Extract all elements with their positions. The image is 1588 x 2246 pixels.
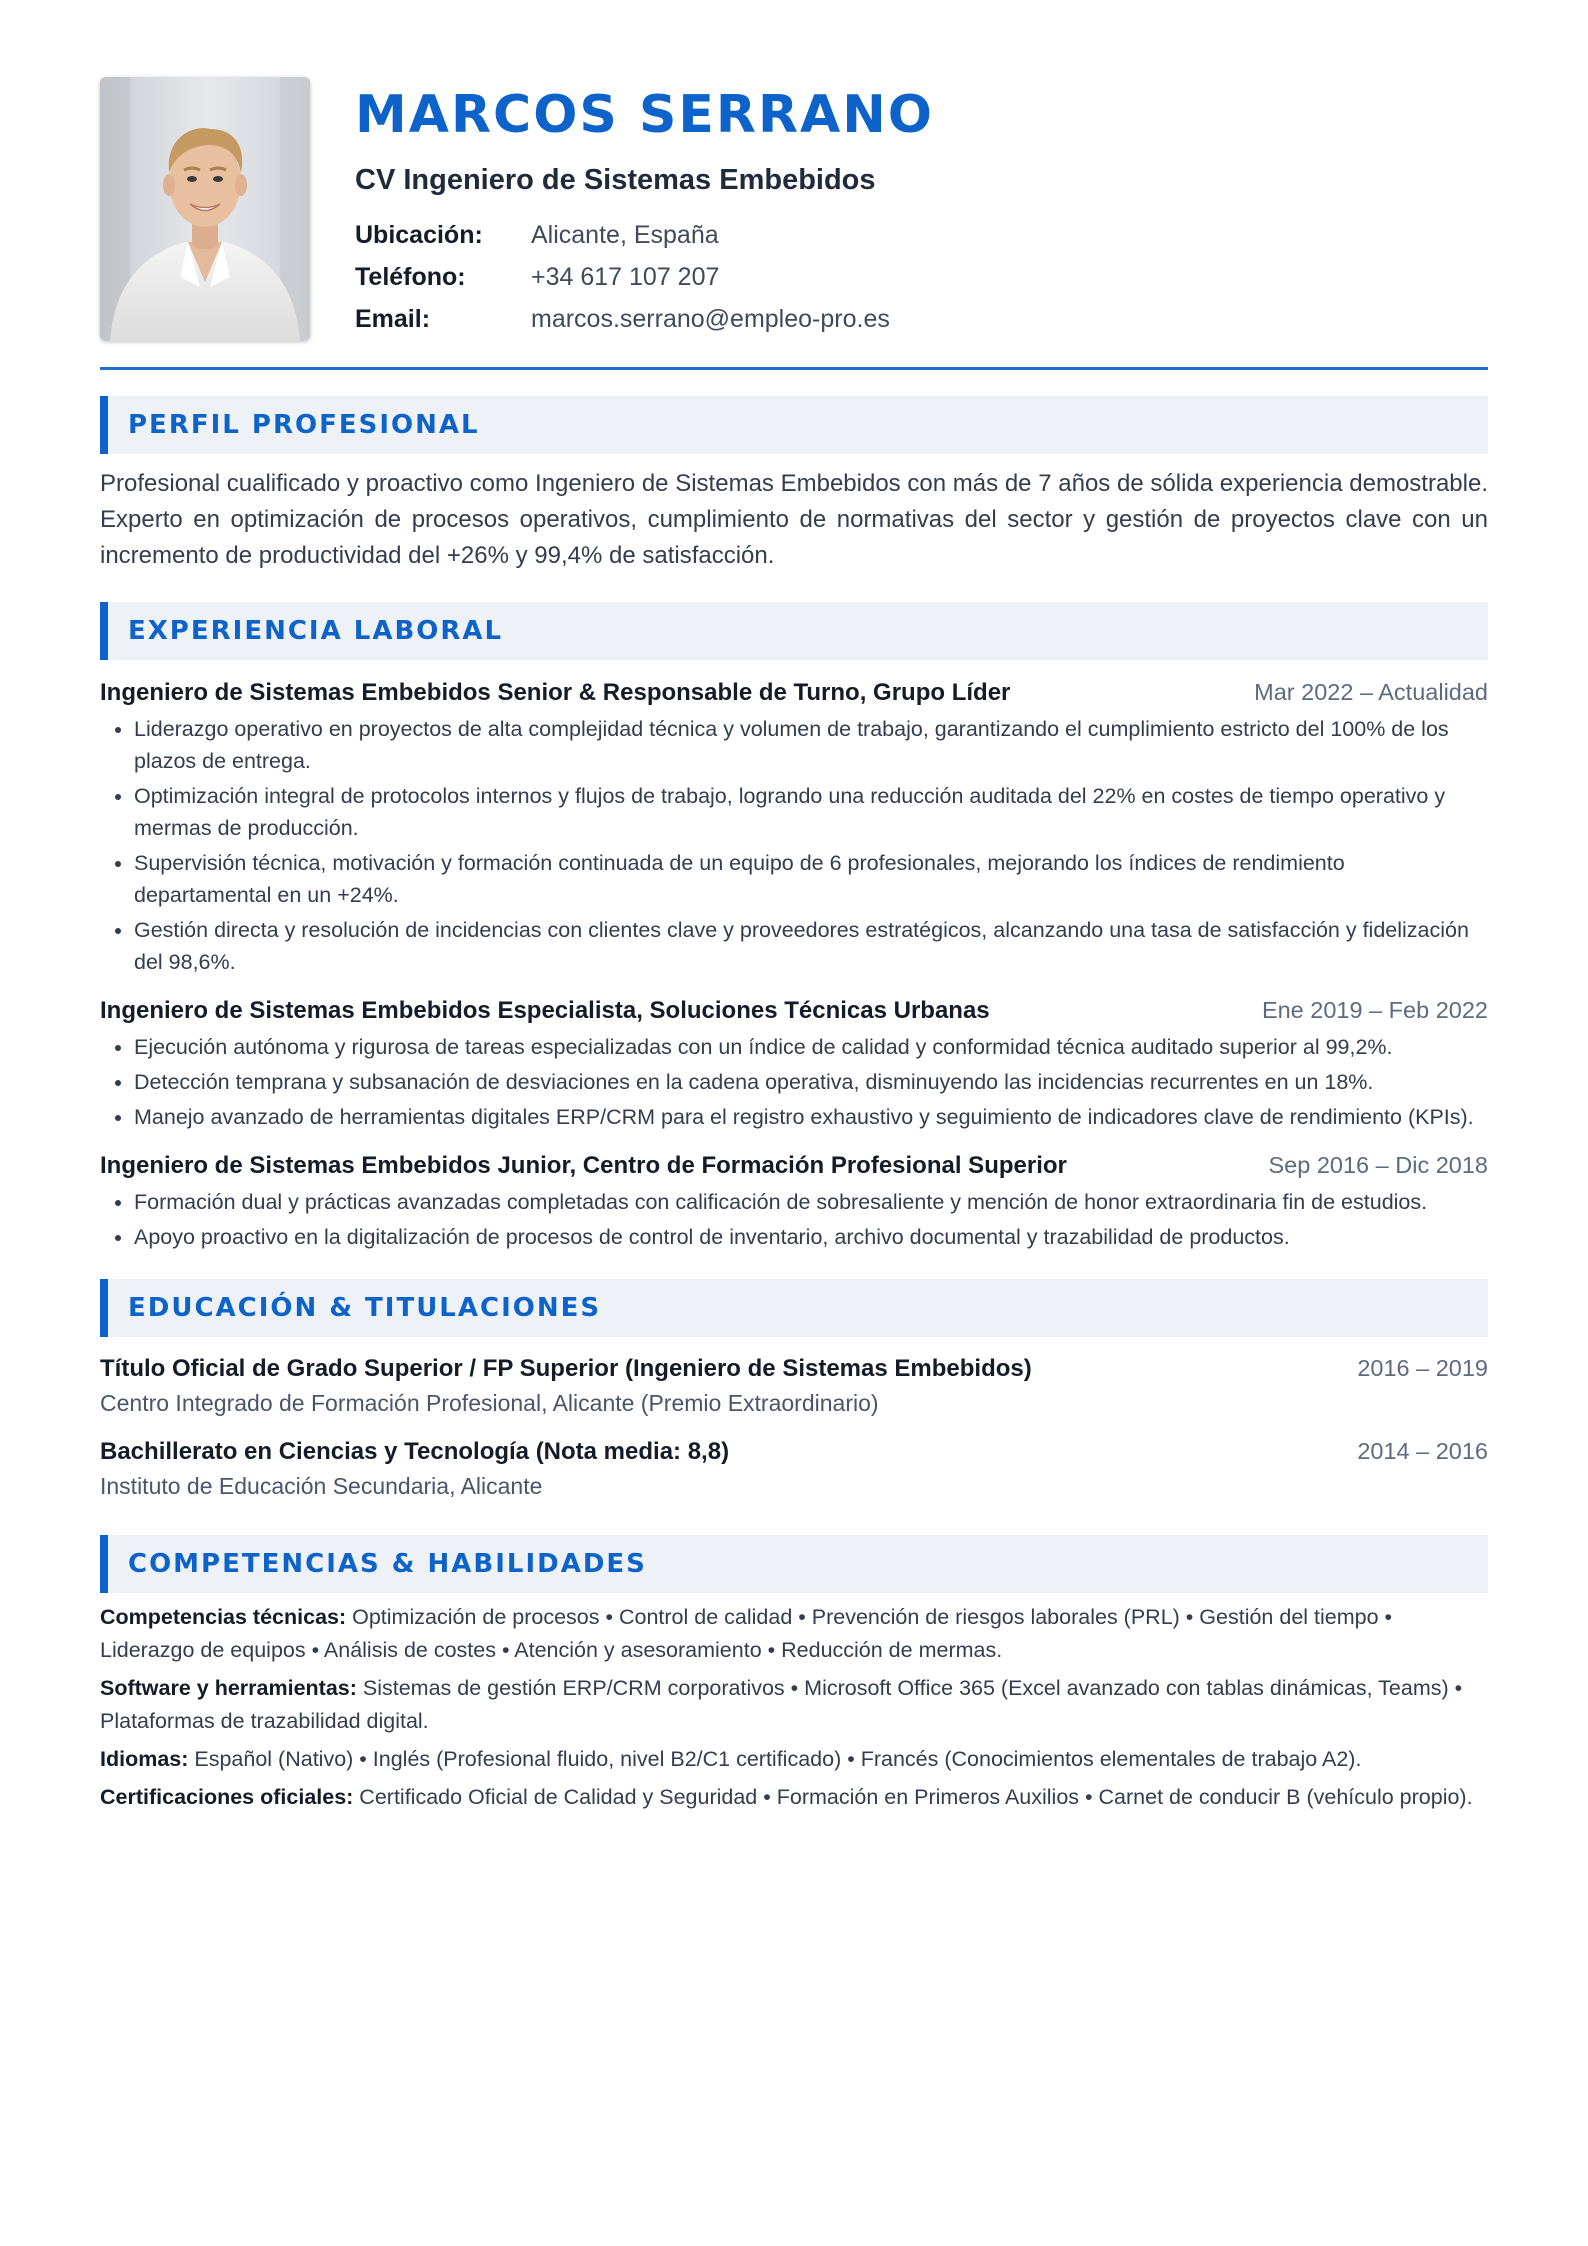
job-bullets bbox=[100, 1186, 1488, 1253]
education-title: Título Oficial de Grado Superior / FP Superior (Ingeniero de Sistemas Embebidos) bbox=[100, 1355, 1032, 1382]
skill-item bbox=[100, 1781, 1488, 1814]
profile-photo bbox=[100, 77, 310, 341]
education-title: Bachillerato en Ciencias y Tecnología (Nota media: 8,8) bbox=[100, 1438, 730, 1465]
job-bullet: • Gestión directa y resolución de incidencias con clientes clave y proveedores estratégicos, alcanzando una tasa de satisfacción y fidelización del 98,6%. bbox=[134, 914, 1488, 978]
job-header bbox=[100, 674, 1488, 711]
job-bullet: • Optimización integral de protocolos internos y flujos de trabajo, logrando una reducción auditada del 22% en costes de tiempo operativo y mermas de producción. bbox=[134, 780, 1488, 844]
job-title: Ingeniero de Sistemas Embebidos Junior, Centro de Formación Profesional Superior bbox=[100, 1152, 1067, 1179]
job-bullet: • Formación dual y prácticas avanzadas completadas con calificación de sobresaliente y mención de honor extraordinaria fin de estudios. bbox=[134, 1186, 1488, 1218]
education-header bbox=[100, 1351, 1488, 1386]
contact-label: Teléfono: bbox=[355, 263, 466, 291]
job-entry bbox=[100, 1147, 1488, 1253]
candidate-name: MARCOS SERRANO bbox=[355, 85, 934, 145]
section-header bbox=[100, 396, 1488, 454]
skill-label: Software y herramientas: bbox=[100, 1676, 357, 1700]
job-date: Mar 2022 – Actualidad bbox=[1254, 679, 1488, 705]
skill-label: Competencias técnicas: bbox=[100, 1605, 347, 1629]
job-title: Ingeniero de Sistemas Embebidos Especialista, Soluciones Técnicas Urbanas bbox=[100, 997, 990, 1024]
education-date: 2014 – 2016 bbox=[1357, 1438, 1488, 1464]
skill-text: Sistemas de gestión ERP/CRM corporativos • Microsoft Office 365 (Excel avanzado con tablas dinámicas, Teams) • Plataformas de trazabilidad digital. bbox=[100, 1676, 1463, 1733]
job-bullets bbox=[100, 1031, 1488, 1133]
email-value: marcos.serrano@empleo-pro.es bbox=[531, 305, 890, 333]
skill-text: Español (Nativo) • Inglés (Profesional fluido, nivel B2/C1 certificado) • Francés (Conocimientos elementales de trabajo A2). bbox=[188, 1747, 1362, 1771]
skills-section bbox=[100, 1535, 1488, 1814]
job-entry bbox=[100, 992, 1488, 1133]
portrait-image bbox=[100, 77, 310, 341]
skill-label: Certificaciones oficiales: bbox=[100, 1785, 354, 1809]
experience-section bbox=[100, 602, 1488, 1253]
job-bullets bbox=[100, 713, 1488, 978]
section-header bbox=[100, 1279, 1488, 1337]
skills-list bbox=[100, 1601, 1488, 1814]
skill-item bbox=[100, 1601, 1488, 1667]
section-header bbox=[100, 1535, 1488, 1593]
job-date: Sep 2016 – Dic 2018 bbox=[1268, 1152, 1488, 1178]
skill-item bbox=[100, 1672, 1488, 1738]
section-title: COMPETENCIAS & HABILIDADES bbox=[128, 1549, 647, 1579]
job-entry bbox=[100, 674, 1488, 978]
job-bullet: • Manejo avanzado de herramientas digitales ERP/CRM para el registro exhaustivo y seguimiento de indicadores clave de rendimiento (KPIs). bbox=[134, 1101, 1488, 1133]
education-header bbox=[100, 1434, 1488, 1469]
education-institution: Instituto de Educación Secundaria, Alicante bbox=[100, 1473, 543, 1499]
contact-email bbox=[355, 298, 1488, 340]
job-bullet: • Apoyo proactivo en la digitalización de procesos de control de inventario, archivo documental y trazabilidad de productos. bbox=[134, 1221, 1488, 1253]
profile-text: Profesional cualificado y proactivo como Ingeniero de Sistemas Embebidos con más de 7 años de sólida experiencia demostrable. Experto en optimización de procesos operativos, cumplimiento de normativas del sector y gestión de proyectos clave con un incremento de productividad del +26% y 99,4% de satisfacción. bbox=[100, 470, 1488, 569]
job-bullet: • Detección temprana y subsanación de desviaciones en la cadena operativa, disminuyendo las incidencias recurrentes en un 18%. bbox=[134, 1066, 1488, 1098]
job-bullet: • Ejecución autónoma y rigurosa de tareas especializadas con un índice de calidad y conformidad técnica auditado superior al 99,2%. bbox=[134, 1031, 1488, 1063]
education-date: 2016 – 2019 bbox=[1357, 1355, 1488, 1381]
education-entry bbox=[100, 1351, 1488, 1420]
phone-value: +34 617 107 207 bbox=[531, 263, 720, 291]
contact-phone bbox=[355, 256, 1488, 298]
job-bullet: • Supervisión técnica, motivación y formación continuada de un equipo de 6 profesionales, mejorando los índices de rendimiento departamental en un +24%. bbox=[134, 847, 1488, 911]
header-info bbox=[355, 80, 1488, 340]
job-header bbox=[100, 992, 1488, 1029]
job-date: Ene 2019 – Feb 2022 bbox=[1261, 997, 1488, 1023]
section-title: EXPERIENCIA LABORAL bbox=[128, 616, 504, 646]
resume-header bbox=[100, 0, 1488, 370]
skill-label: Idiomas: bbox=[100, 1747, 189, 1771]
contact-label: Email: bbox=[355, 305, 431, 333]
contact-location bbox=[355, 214, 1488, 256]
contact-details bbox=[355, 214, 1488, 340]
education-section bbox=[100, 1279, 1488, 1503]
location-value: Alicante, España bbox=[531, 221, 719, 249]
skill-text: Optimización de procesos • Control de calidad • Prevención de riesgos laborales (PRL) • Gestión del tiempo • Liderazgo de equipos • Análisis de costes • Atención y asesoramiento • Reducción de mermas. bbox=[100, 1605, 1393, 1662]
education-entry bbox=[100, 1434, 1488, 1503]
job-header bbox=[100, 1147, 1488, 1184]
section-title: PERFIL PROFESIONAL bbox=[128, 410, 480, 440]
cv-subtitle: CV Ingeniero de Sistemas Embebidos bbox=[355, 164, 876, 196]
skill-text: Certificado Oficial de Calidad y Seguridad • Formación en Primeros Auxilios • Carnet de conducir B (vehículo propio). bbox=[353, 1785, 1473, 1809]
profile-section bbox=[100, 396, 1488, 574]
job-bullet: • Liderazgo operativo en proyectos de alta complejidad técnica y volumen de trabajo, garantizando el cumplimiento estricto del 100% de los plazos de entrega. bbox=[134, 713, 1488, 777]
skill-item bbox=[100, 1743, 1488, 1776]
section-header bbox=[100, 602, 1488, 660]
education-institution: Centro Integrado de Formación Profesional, Alicante (Premio Extraordinario) bbox=[100, 1390, 879, 1416]
contact-label: Ubicación: bbox=[355, 221, 483, 249]
section-title: EDUCACIÓN & TITULACIONES bbox=[128, 1293, 602, 1323]
job-title: Ingeniero de Sistemas Embebidos Senior & Responsable de Turno, Grupo Líder bbox=[100, 679, 1011, 706]
